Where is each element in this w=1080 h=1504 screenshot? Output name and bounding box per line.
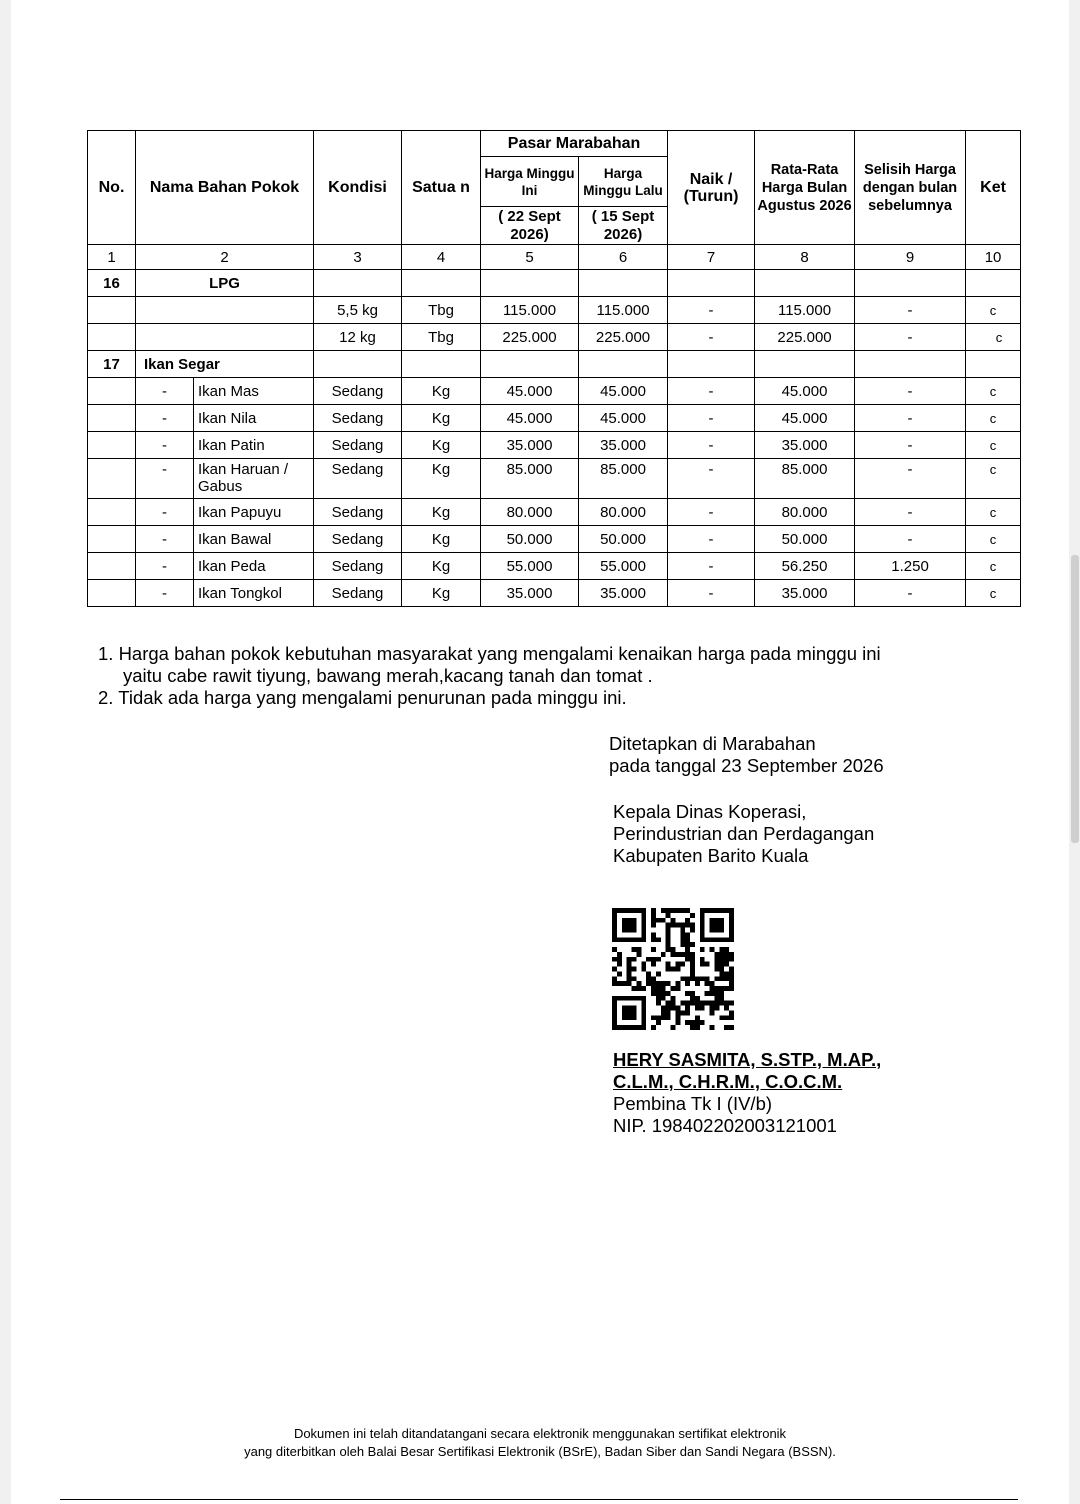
empty-cell [88, 499, 136, 526]
section-number: 17 [88, 351, 136, 378]
footer-line-2: yang diterbitkan oleh Balai Besar Sertifikasi Elektronik (BSrE), Badan Siber dan Sandi Negara (BSSN). [244, 1444, 836, 1459]
selisih-cell: - [855, 405, 966, 432]
dash-cell: - [136, 580, 194, 607]
selisih-cell: - [855, 459, 966, 499]
dash-cell: - [136, 553, 194, 580]
selisih-cell: - [855, 378, 966, 405]
kondisi-cell: Sedang [314, 432, 402, 459]
naik-cell: - [668, 297, 755, 324]
kondisi-cell: Sedang [314, 553, 402, 580]
rata-cell: 85.000 [755, 459, 855, 499]
satuan-cell: Kg [402, 526, 481, 553]
header-tgl-ini: ( 22 Sept 2026) [481, 207, 579, 245]
table-row [88, 297, 1021, 324]
harga-ini-cell: 45.000 [481, 405, 579, 432]
naik-cell: - [668, 580, 755, 607]
bottom-divider [60, 1499, 1018, 1500]
header-tgl-lalu: ( 15 Sept 2026) [579, 207, 668, 245]
dash-cell: - [136, 526, 194, 553]
signatory-rank: Pembina Tk I (IV/b) [613, 1093, 773, 1114]
ket-cell: c [966, 526, 1021, 553]
satuan-cell: Kg [402, 432, 481, 459]
empty-cell [481, 270, 579, 297]
qr-code-icon [612, 908, 734, 1030]
satuan-cell: Kg [402, 378, 481, 405]
harga-ini-cell: 55.000 [481, 553, 579, 580]
footer-line-1: Dokumen ini telah ditandatangani secara elektronik menggunakan sertifikat elektronik [293, 1426, 787, 1441]
ket-cell: c [966, 553, 1021, 580]
price-table [87, 130, 1021, 607]
empty-cell [136, 324, 314, 351]
empty-cell [966, 270, 1021, 297]
ket-cell: c [966, 297, 1021, 324]
note-2: 2. Tidak ada harga yang mengalami penurunan pada minggu ini. [98, 687, 627, 708]
item-name-cell: Ikan Mas [194, 378, 314, 405]
empty-cell [88, 405, 136, 432]
empty-cell [88, 324, 136, 351]
place-text: Ditetapkan di Marabahan [609, 733, 816, 754]
satuan-cell: Kg [402, 405, 481, 432]
harga-ini-cell: 80.000 [481, 499, 579, 526]
dash-cell: - [136, 459, 194, 499]
ket-cell: c [966, 580, 1021, 607]
naik-cell: - [668, 324, 755, 351]
table-row [88, 378, 1021, 405]
column-number-row [88, 245, 1021, 270]
table-row [88, 580, 1021, 607]
column-number: 9 [855, 245, 966, 270]
harga-lalu-cell: 45.000 [579, 405, 668, 432]
selisih-cell: - [855, 432, 966, 459]
selisih-cell: - [855, 526, 966, 553]
ket-cell: c [966, 432, 1021, 459]
empty-cell [314, 270, 402, 297]
dash-cell: - [136, 378, 194, 405]
harga-lalu-cell: 85.000 [579, 459, 668, 499]
empty-cell [966, 351, 1021, 378]
column-number: 1 [88, 245, 136, 270]
harga-lalu-cell: 115.000 [579, 297, 668, 324]
rata-cell: 35.000 [755, 432, 855, 459]
office-line-3: Kabupaten Barito Kuala [613, 845, 809, 866]
signatory-name-2: C.L.M., C.H.R.M., C.O.C.M. [613, 1071, 843, 1092]
section-name: LPG [136, 270, 314, 297]
kondisi-cell: Sedang [314, 499, 402, 526]
item-name-cell: Ikan Bawal [194, 526, 314, 553]
satuan-cell: Kg [402, 553, 481, 580]
selisih-cell: 1.250 [855, 553, 966, 580]
table-row [88, 405, 1021, 432]
signature-office [613, 801, 874, 867]
section-row [88, 351, 1021, 378]
empty-cell [88, 580, 136, 607]
column-number: 3 [314, 245, 402, 270]
office-line-1: Kepala Dinas Koperasi, [613, 801, 807, 822]
scrollbar[interactable] [1071, 555, 1079, 843]
harga-lalu-cell: 45.000 [579, 378, 668, 405]
table-row [88, 499, 1021, 526]
selisih-cell: - [855, 324, 966, 351]
section-number: 16 [88, 270, 136, 297]
item-name-cell: Ikan Nila [194, 405, 314, 432]
header-rata: Rata-Rata Harga Bulan Agustus 2026 [755, 131, 855, 245]
item-name-cell: Ikan Peda [194, 553, 314, 580]
kondisi-cell: Sedang [314, 378, 402, 405]
harga-lalu-cell: 80.000 [579, 499, 668, 526]
item-name-cell: Ikan Papuyu [194, 499, 314, 526]
selisih-cell: - [855, 297, 966, 324]
rata-cell: 80.000 [755, 499, 855, 526]
harga-lalu-cell: 35.000 [579, 580, 668, 607]
dash-cell: - [136, 405, 194, 432]
section-name: Ikan Segar [136, 351, 314, 378]
empty-cell [579, 270, 668, 297]
header-nama: Nama Bahan Pokok [136, 131, 314, 245]
column-number: 6 [579, 245, 668, 270]
column-number: 4 [402, 245, 481, 270]
empty-cell [668, 270, 755, 297]
harga-ini-cell: 35.000 [481, 580, 579, 607]
header-satuan: Satua n [402, 131, 481, 245]
kondisi-cell: 12 kg [314, 324, 402, 351]
kondisi-cell: Sedang [314, 580, 402, 607]
header-ket: Ket [966, 131, 1021, 245]
item-name-cell: Ikan Haruan / Gabus [194, 459, 314, 499]
note-1: 1. Harga bahan pokok kebutuhan masyarakat yang mengalami kenaikan harga pada minggu ini [98, 643, 881, 664]
naik-cell: - [668, 405, 755, 432]
empty-cell [579, 351, 668, 378]
harga-lalu-cell: 50.000 [579, 526, 668, 553]
empty-cell [136, 297, 314, 324]
naik-cell: - [668, 499, 755, 526]
empty-cell [755, 351, 855, 378]
header-naik: Naik / (Turun) [668, 131, 755, 245]
signatory-nip: NIP. 198402202003121001 [613, 1115, 837, 1136]
kondisi-cell: Sedang [314, 526, 402, 553]
empty-cell [88, 297, 136, 324]
kondisi-cell: 5,5 kg [314, 297, 402, 324]
harga-ini-cell: 225.000 [481, 324, 579, 351]
harga-ini-cell: 45.000 [481, 378, 579, 405]
rata-cell: 225.000 [755, 324, 855, 351]
empty-cell [314, 351, 402, 378]
note-1b: yaitu cabe rawit tiyung, bawang merah,kacang tanah dan tomat . [123, 665, 653, 686]
ket-cell: c [966, 378, 1021, 405]
selisih-cell: - [855, 580, 966, 607]
harga-ini-cell: 50.000 [481, 526, 579, 553]
column-number: 10 [966, 245, 1021, 270]
ket-cell: c [966, 405, 1021, 432]
empty-cell [855, 270, 966, 297]
harga-ini-cell: 85.000 [481, 459, 579, 499]
header-harga-ini: Harga Minggu Ini [481, 157, 579, 207]
satuan-cell: Kg [402, 499, 481, 526]
dash-cell: - [136, 499, 194, 526]
column-number: 7 [668, 245, 755, 270]
harga-lalu-cell: 225.000 [579, 324, 668, 351]
header-harga-lalu: Harga Minggu Lalu [579, 157, 668, 207]
empty-cell [755, 270, 855, 297]
header-pasar: Pasar Marabahan [481, 131, 668, 157]
empty-cell [668, 351, 755, 378]
naik-cell: - [668, 553, 755, 580]
item-name-cell: Ikan Tongkol [194, 580, 314, 607]
column-number: 5 [481, 245, 579, 270]
empty-cell [88, 553, 136, 580]
satuan-cell: Tbg [402, 324, 481, 351]
rata-cell: 35.000 [755, 580, 855, 607]
naik-cell: - [668, 378, 755, 405]
table-row [88, 459, 1021, 499]
rata-cell: 56.250 [755, 553, 855, 580]
empty-cell [88, 378, 136, 405]
header-kondisi: Kondisi [314, 131, 402, 245]
signatory [613, 1049, 881, 1137]
signature-place [609, 733, 884, 777]
table-row [88, 324, 1021, 351]
dash-cell: - [136, 432, 194, 459]
empty-cell [88, 459, 136, 499]
ket-cell: c [966, 459, 1021, 499]
header-selisih: Selisih Harga dengan bulan sebelumnya [855, 131, 966, 245]
empty-cell [402, 351, 481, 378]
kondisi-cell: Sedang [314, 405, 402, 432]
naik-cell: - [668, 459, 755, 499]
harga-lalu-cell: 35.000 [579, 432, 668, 459]
section-row [88, 270, 1021, 297]
empty-cell [402, 270, 481, 297]
ket-cell: c [966, 324, 1021, 351]
naik-cell: - [668, 526, 755, 553]
satuan-cell: Kg [402, 580, 481, 607]
rata-cell: 45.000 [755, 405, 855, 432]
table-row [88, 553, 1021, 580]
harga-lalu-cell: 55.000 [579, 553, 668, 580]
empty-cell [855, 351, 966, 378]
satuan-cell: Kg [402, 459, 481, 499]
harga-ini-cell: 35.000 [481, 432, 579, 459]
empty-cell [481, 351, 579, 378]
header-no: No. [88, 131, 136, 245]
ket-cell: c [966, 499, 1021, 526]
empty-cell [88, 432, 136, 459]
column-number: 8 [755, 245, 855, 270]
rata-cell: 45.000 [755, 378, 855, 405]
office-line-2: Perindustrian dan Perdagangan [613, 823, 875, 844]
signatory-name-1: HERY SASMITA, S.STP., M.AP., [613, 1049, 882, 1070]
satuan-cell: Tbg [402, 297, 481, 324]
selisih-cell: - [855, 499, 966, 526]
table-row [88, 526, 1021, 553]
kondisi-cell: Sedang [314, 459, 402, 499]
notes [98, 643, 881, 709]
naik-cell: - [668, 432, 755, 459]
empty-cell [88, 526, 136, 553]
column-number: 2 [136, 245, 314, 270]
rata-cell: 50.000 [755, 526, 855, 553]
item-name-cell: Ikan Patin [194, 432, 314, 459]
harga-ini-cell: 115.000 [481, 297, 579, 324]
rata-cell: 115.000 [755, 297, 855, 324]
table-row [88, 432, 1021, 459]
date-text: pada tanggal 23 September 2026 [609, 755, 884, 776]
